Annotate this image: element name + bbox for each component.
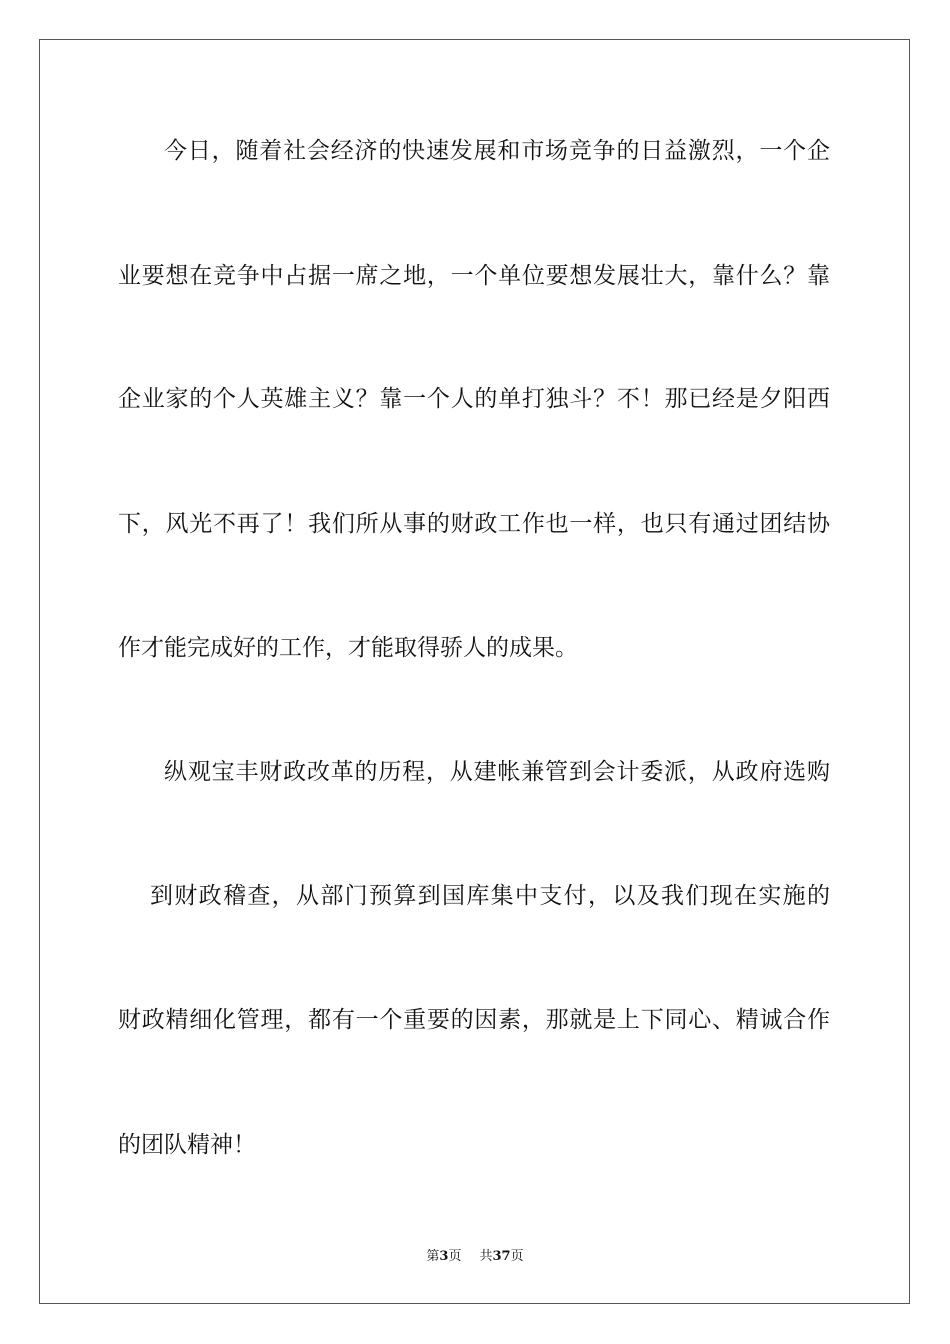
paragraph-1-line-5: 作才能完成好的工作，才能取得骄人的成果。 — [118, 635, 578, 661]
footer-total-number: 37 — [492, 1249, 511, 1264]
paragraph-2-line-1: 纵观宝丰财政改革的历程，从建帐兼管到会计委派，从政府选购 — [164, 759, 830, 785]
paragraph-2-line-2: 到财政稽查，从部门预算到国库集中支付，以及我们现在实施的 — [150, 883, 830, 909]
paragraph-1-line-3: 企业家的个人英雄主义？靠一个人的单打独斗？不！那已经是夕阳西 — [118, 386, 830, 412]
paragraph-2-line-4: 的团队精神！ — [118, 1132, 256, 1158]
page-border — [39, 39, 910, 1304]
footer-page-suffix: 页 — [448, 1249, 462, 1264]
page-footer — [0, 1248, 950, 1266]
paragraph-2-line-3: 财政精细化管理，都有一个重要的因素，那就是上下同心、精诚合作 — [118, 1007, 830, 1033]
footer-total-suffix: 页 — [510, 1249, 524, 1264]
paragraph-1-line-1: 今日，随着社会经济的快速发展和市场竞争的日益激烈，一个企 — [164, 138, 830, 164]
footer-page-number: 3 — [439, 1249, 449, 1264]
footer-total-prefix: 共 — [479, 1249, 493, 1264]
paragraph-1-line-2: 业要想在竞争中占据一席之地，一个单位要想发展壮大，靠什么？靠 — [118, 263, 830, 289]
footer-page-prefix: 第 — [426, 1249, 440, 1264]
paragraph-1-line-4: 下，风光不再了！我们所从事的财政工作也一样，也只有通过团结协 — [118, 511, 830, 537]
